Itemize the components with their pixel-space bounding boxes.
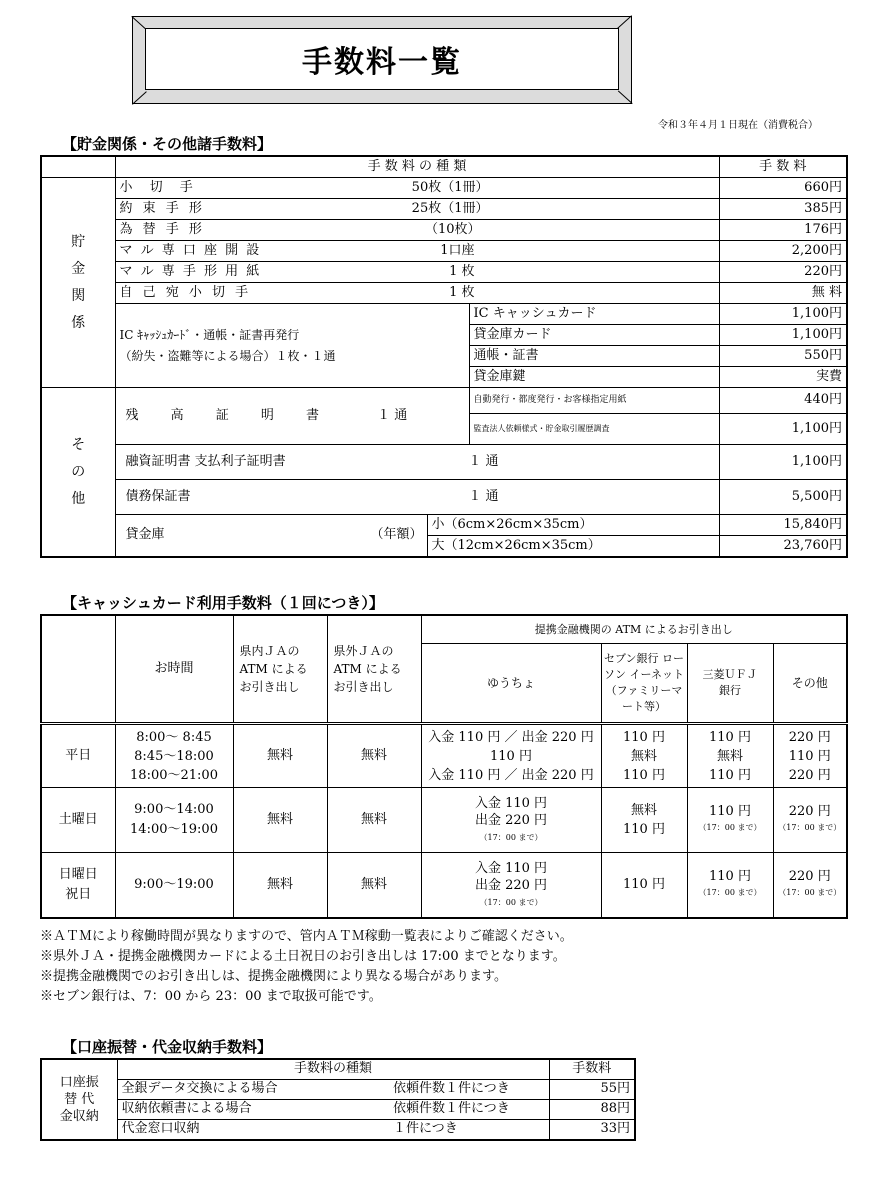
fee-other [773, 853, 847, 919]
table-row [41, 388, 847, 414]
row-name: マ ル 専 口 座 開 設 [119, 242, 262, 258]
table-row [41, 788, 847, 853]
fee-line: 110 円 [709, 869, 751, 884]
fee-footnote: （17：00 まで） [778, 888, 842, 897]
fee-yucho [421, 788, 601, 853]
fee-in-pref: 無料 [233, 724, 327, 788]
ic-item-name: 通帳・証書 [469, 346, 719, 367]
balance-item-fee: 1,100円 [719, 414, 847, 445]
fee-line: 無料 [630, 748, 657, 764]
ic-item-name: IC キャッシュカード [469, 304, 719, 325]
fee-in-pref: 無料 [233, 853, 327, 919]
row-fee: 2,200円 [719, 241, 847, 262]
fee-yucho [421, 724, 601, 788]
table-row [41, 199, 847, 220]
table-row [41, 1120, 635, 1141]
column-header-fee: 手 数 料 [719, 156, 847, 178]
group-label-savings [41, 178, 115, 388]
row-name: マ ル 専 手 形 用 紙 [119, 263, 262, 279]
row-fee: 無 料 [719, 283, 847, 304]
note-line: ※ＡＴＭにより稼働時間が異なりますので、管内ＡＴＭ稼動一覧表によりご確認ください。 [40, 929, 573, 944]
row-qty: 1口座 [440, 242, 475, 258]
fee-footnote: （17：00 まで） [698, 888, 762, 897]
fee-mufg [687, 853, 773, 919]
row-name: 融資証明書 支払利子証明書 [125, 453, 286, 469]
time-range: 9:00～14:00 [134, 802, 214, 817]
section-heading-cashcard: 【キャッシュカード利用手数料（１回につき）】 [62, 594, 384, 612]
safe-deposit-unit: （年額） [370, 527, 423, 543]
notes [40, 927, 573, 1007]
table-row [41, 283, 847, 304]
balance-cert-label [115, 388, 469, 445]
row-fee: 220円 [719, 262, 847, 283]
time-cell [115, 724, 233, 788]
note-line: ※県外ＪＡ・提携金融機関カードによる土日祝日のお引き出しは 17:00 までとなります。 [40, 949, 566, 964]
fee-other [773, 788, 847, 853]
row-qty: １ 通 [468, 488, 499, 504]
column-header-fee: 手数料 [549, 1059, 635, 1080]
fee-out-pref: 無料 [327, 853, 421, 919]
table-header-row [41, 615, 847, 644]
table-row [41, 262, 847, 283]
cashcard-fee-table [40, 614, 848, 919]
fee-line: 入金 110 円 ／ 出金 220 円 [428, 767, 594, 783]
day-label: 土曜日 [41, 788, 115, 853]
fee-line: 110 円 [623, 729, 665, 745]
day-label-line: 祝日 [65, 887, 92, 902]
column-header-mufg: 三菱ＵＦＪ 銀行 [687, 644, 773, 724]
fee-seven [601, 788, 687, 853]
fee-other [773, 724, 847, 788]
column-header-kind: 手 数 料 の 種 類 [115, 156, 719, 178]
column-header-partner: 提携金融機関の ATM によるお引き出し [421, 615, 847, 644]
table-row [41, 445, 847, 480]
safe-deposit-label [115, 515, 427, 558]
ic-item-fee: 1,100円 [719, 325, 847, 346]
row-fee: 5,500円 [719, 480, 847, 515]
row-fee: 55円 [549, 1080, 635, 1100]
savings-fee-table [40, 155, 848, 558]
fee-out-pref: 無料 [327, 788, 421, 853]
row-fee: 88円 [549, 1100, 635, 1120]
row-name: 自 己 宛 小 切 手 [119, 284, 252, 300]
table-row [41, 178, 847, 199]
fee-footnote: （17：00 まで） [479, 897, 543, 907]
balance-cert-qty: １ 通 [377, 407, 408, 423]
note-line: ※セブン銀行は、7：00 から 23：00 まで取扱可能です。 [40, 989, 382, 1004]
safe-deposit-size: 大（12cm×26cm×35cm） [427, 536, 719, 558]
ic-reissue-label-line1: IC ｷｬｯｼｭｶｰﾄﾞ・通帳・証書再発行 [119, 327, 300, 342]
column-header-in-pref: 県内ＪＡの ATM による お引き出し [233, 615, 327, 724]
row-name: 小 切 手 [119, 179, 200, 195]
group-label-other [41, 388, 115, 558]
fee-line: 無料 [716, 748, 743, 764]
ic-item-name: 貸金庫鍵 [469, 367, 719, 388]
fee-mufg [687, 724, 773, 788]
row-qty: （10枚） [424, 221, 481, 237]
fee-mufg [687, 788, 773, 853]
section-heading-transfer: 【口座振替・代金収納手数料】 [62, 1038, 273, 1056]
table-row [41, 1080, 635, 1100]
group-label-text: その他 [71, 436, 86, 507]
row-unit: 依頼件数１件につき [389, 1080, 549, 1100]
fee-line: 110 円 [623, 767, 665, 783]
page-title: 手数料一覧 [302, 45, 462, 80]
fee-line: 220 円 [788, 729, 831, 745]
time-cell [115, 788, 233, 853]
row-name: 収納依頼書による場合 [117, 1100, 389, 1120]
fee-yucho [421, 853, 601, 919]
day-label-line: 日曜日 [58, 867, 98, 882]
row-name: 全銀データ交換による場合 [117, 1080, 389, 1100]
row-qty: １ 通 [468, 453, 499, 469]
column-header-seven: セブン銀行 ローソン イーネット（ファミリーマート等） [601, 644, 687, 724]
table-row [41, 220, 847, 241]
fee-seven [601, 724, 687, 788]
balance-item-name: 自動発行・都度発行・お客様指定用紙 [469, 388, 719, 414]
table-row [41, 515, 847, 536]
safe-deposit-fee: 15,840円 [719, 515, 847, 536]
ic-reissue-label-line2: （紛失・盗難等による場合）１枚・１通 [119, 348, 336, 363]
fee-line: 出金 220 円 [474, 877, 548, 893]
table-row [41, 480, 847, 515]
row-fee: 176円 [719, 220, 847, 241]
row-qty: 50枚（1冊） [411, 179, 489, 195]
fee-line: 入金 110 円 ／ 出金 220 円 [428, 729, 594, 745]
column-header-kind: 手数料の種類 [117, 1059, 549, 1080]
fee-out-pref: 無料 [327, 724, 421, 788]
time-range: 8:45～18:00 [134, 748, 214, 764]
row-name: 代金窓口収納 [117, 1120, 389, 1141]
section-heading-savings: 【貯金関係・その他諸手数料】 [62, 135, 273, 153]
transfer-fee-table [40, 1058, 636, 1141]
day-label [41, 853, 115, 919]
row-unit: １件につき [389, 1120, 549, 1141]
row-name: 為 替 手 形 [119, 221, 205, 237]
fee-line: 入金 110 円 [474, 860, 548, 876]
note-line: ※提携金融機関でのお引き出しは、提携金融機関により異なる場合があります。 [40, 969, 507, 984]
table-row [41, 1100, 635, 1120]
fee-line: 110 円 [709, 729, 751, 745]
row-unit: 依頼件数１件につき [389, 1100, 549, 1120]
time-range: 14:00～19:00 [130, 822, 218, 837]
fee-line: 220 円 [788, 804, 831, 819]
ic-item-name: 貸金庫カード [469, 325, 719, 346]
group-label-transfer: 口座振替 代金収納 [41, 1059, 117, 1140]
row-name: 債務保証書 [125, 488, 191, 504]
safe-deposit-size: 小（6cm×26cm×35cm） [427, 515, 719, 536]
column-header-other: その他 [773, 644, 847, 724]
title-box [145, 28, 619, 90]
fee-line: 入金 110 円 [474, 795, 548, 811]
fee-in-pref: 無料 [233, 788, 327, 853]
balance-item-fee: 440円 [719, 388, 847, 414]
time-range: 8:00～ 8:45 [136, 729, 212, 745]
row-qty: 1 枚 [449, 284, 475, 300]
fee-footnote: （17：00 まで） [479, 832, 543, 842]
fee-footnote: （17：00 まで） [778, 823, 842, 832]
fee-line: 110 円 [623, 822, 665, 837]
ic-reissue-label [115, 304, 469, 388]
row-fee: 1,100円 [719, 445, 847, 480]
row-fee: 660円 [719, 178, 847, 199]
row-qty: 25枚（1冊） [411, 200, 489, 216]
ic-item-fee: 実費 [719, 367, 847, 388]
table-header-row [41, 1059, 635, 1080]
time-range: 18:00～21:00 [130, 767, 218, 783]
group-label-text: 貯金関係 [71, 233, 86, 331]
fee-line: 110 円 [490, 748, 532, 764]
column-header-time: お時間 [115, 615, 233, 724]
fee-seven: 110 円 [601, 853, 687, 919]
day-label: 平日 [41, 724, 115, 788]
safe-deposit-fee: 23,760円 [719, 536, 847, 558]
safe-deposit-name: 貸金庫 [125, 527, 165, 543]
time-range: 9:00～19:00 [115, 853, 233, 919]
table-row [41, 304, 847, 325]
column-header-out-pref: 県外ＪＡの ATM による お引き出し [327, 615, 421, 724]
balance-cert-name: 残 高 証 明 書 [125, 407, 334, 423]
table-row [41, 241, 847, 262]
date-note: 令和３年４月１日現在（消費税合） [658, 120, 818, 131]
row-qty: 1 枚 [449, 263, 475, 279]
ic-item-fee: 1,100円 [719, 304, 847, 325]
fee-line: 無料 [630, 803, 657, 818]
balance-item-name: 監査法人依頼様式・貯金取引履歴調査 [469, 414, 719, 445]
column-header-yucho: ゆうちょ [421, 644, 601, 724]
fee-line: 220 円 [788, 767, 831, 783]
table-header-row [41, 156, 847, 178]
fee-line: 110 円 [709, 767, 751, 783]
ic-item-fee: 550円 [719, 346, 847, 367]
row-name: 約 束 手 形 [119, 200, 205, 216]
fee-line: 110 円 [788, 748, 831, 764]
fee-footnote: （17：00 まで） [698, 823, 762, 832]
table-row [41, 724, 847, 788]
table-row [41, 853, 847, 919]
fee-line: 220 円 [788, 869, 831, 884]
row-fee: 33円 [549, 1120, 635, 1141]
fee-line: 出金 220 円 [474, 812, 548, 828]
fee-line: 110 円 [709, 804, 751, 819]
row-fee: 385円 [719, 199, 847, 220]
